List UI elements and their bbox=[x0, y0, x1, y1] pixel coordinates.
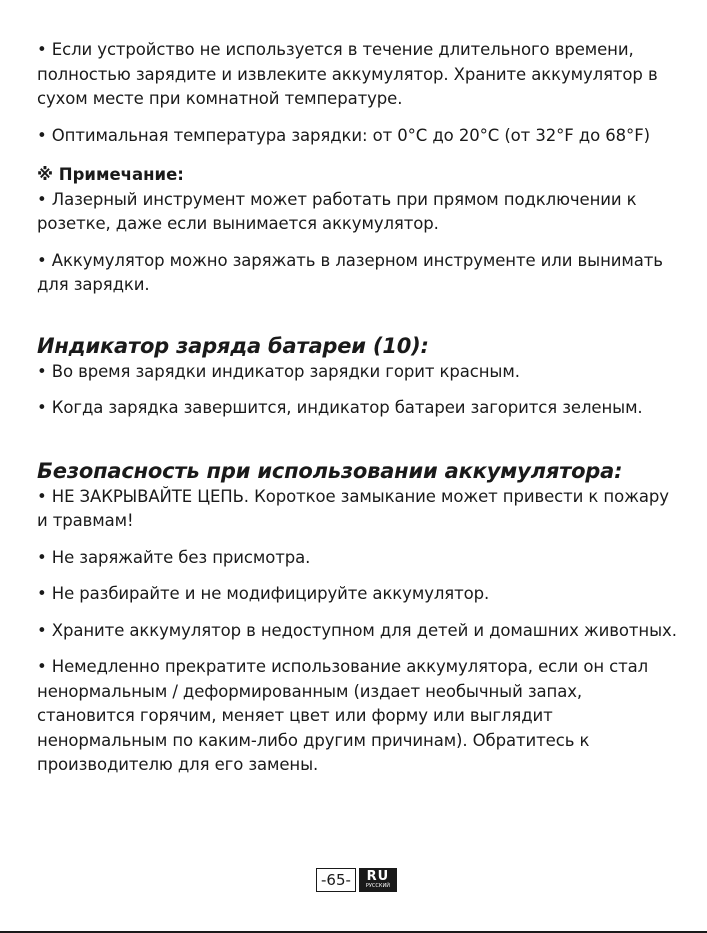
page-footer bbox=[316, 868, 397, 892]
storage-paragraph: • Если устройство не используется в течение длительного времени, полностью зарядите и извлеките аккумулятор. Храните аккумулятор в сухом месте при комнатной температуре. bbox=[37, 40, 658, 108]
indicator-paragraph-1: • Во время зарядки индикатор зарядки горит красным. bbox=[37, 361, 520, 381]
language-code: RU bbox=[366, 869, 390, 884]
manual-page bbox=[37, 38, 677, 778]
note-paragraph-1: • Лазерный инструмент может работать при прямом подключении к розетке, даже если вынимается аккумулятор. bbox=[37, 189, 637, 233]
safety-paragraph-1: • НЕ ЗАКРЫВАЙТЕ ЦЕПЬ. Короткое замыкание может привести к пожару и травмам! bbox=[37, 486, 669, 530]
note-paragraph-2: • Аккумулятор можно заряжать в лазерном инструменте или вынимать для зарядки. bbox=[37, 250, 663, 294]
safety-paragraph-4: • Храните аккумулятор в недоступном для детей и домашних животных. bbox=[37, 620, 677, 640]
temperature-paragraph: • Оптимальная температура зарядки: от 0°C до 20°C (от 32°F до 68°F) bbox=[37, 125, 650, 145]
safety-paragraph-5: • Немедленно прекратите использование аккумулятора, если он стал ненормальным / деформированным (издает необычный запах, становится горячим, меняет цвет или форму или выглядит ненормальным по каким-либо другим причинам). Обратитесь к производителю для его замены. bbox=[37, 657, 649, 774]
page-number: -65- bbox=[316, 868, 356, 892]
language-name: РУССКИЙ bbox=[365, 883, 390, 889]
safety-section-title: Безопасность при использовании аккумулятора: bbox=[37, 458, 623, 483]
language-badge bbox=[359, 868, 397, 892]
note-heading: ※ Примечание: bbox=[37, 165, 184, 184]
safety-paragraph-2: • Не заряжайте без присмотра. bbox=[37, 547, 311, 567]
indicator-paragraph-2: • Когда зарядка завершится, индикатор батареи загорится зеленым. bbox=[37, 398, 643, 417]
indicator-section-title: Индикатор заряда батареи (10): bbox=[37, 333, 429, 358]
safety-paragraph-3: • Не разбирайте и не модифицируйте аккумулятор. bbox=[37, 584, 490, 603]
